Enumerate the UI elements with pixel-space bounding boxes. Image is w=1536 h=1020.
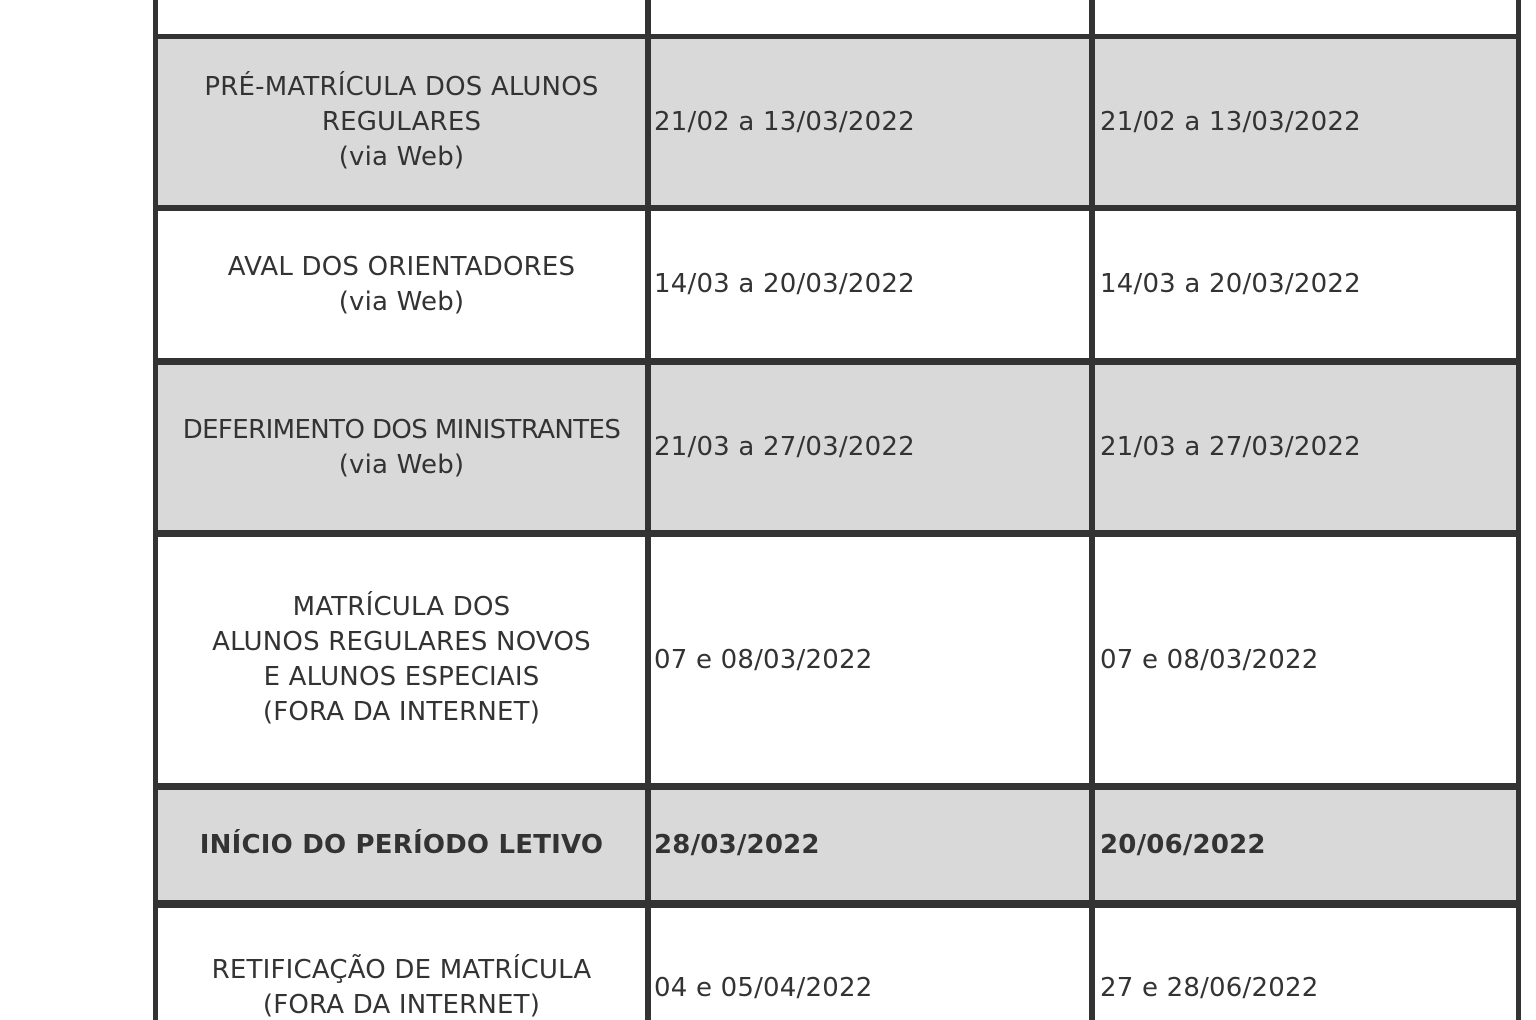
schedule-table [153,0,1521,1020]
period-1-cell [651,365,1089,530]
period-2-cell [1095,39,1516,205]
activity-line: DEFERIMENTO DOS MINISTRANTES [182,414,621,445]
period-1-text: 04 e 05/04/2022 [654,972,873,1003]
activity-label [200,828,603,863]
table-row [153,908,1521,1020]
activity-label [204,70,598,175]
activity-cell [158,211,645,358]
table-row [153,211,1521,358]
activity-line: E ALUNOS ESPECIAIS [263,662,540,692]
period-2-text: 27 e 28/06/2022 [1100,972,1319,1003]
table-row [153,39,1521,205]
activity-line: MATRÍCULA DOS [292,592,511,622]
period-2-text: 07 e 08/03/2022 [1100,644,1319,675]
activity-line: PRÉ-MATRÍCULA DOS ALUNOS [204,71,599,102]
activity-cell [158,790,645,900]
activity-line: (via Web) [338,141,465,172]
activity-line: INÍCIO DO PERÍODO LETIVO [199,829,604,860]
activity-label [212,953,592,1020]
activity-label [212,590,591,730]
activity-line: (FORA DA INTERNET) [262,697,541,727]
activity-line: (via Web) [338,286,465,317]
period-2-text: 14/03 a 20/03/2022 [1100,269,1361,299]
period-1-cell [651,211,1089,358]
activity-line: RETIFICAÇÃO DE MATRÍCULA [211,955,592,985]
period-1-text: 07 e 08/03/2022 [654,644,873,675]
period-2-cell [1095,790,1516,900]
table-row [153,537,1521,783]
period-1-cell [651,0,1089,34]
activity-cell [158,0,645,34]
activity-cell [158,908,645,1020]
period-1-cell [651,908,1089,1020]
activity-cell [158,39,645,205]
period-2-cell [1095,211,1516,358]
period-2-cell [1095,908,1516,1020]
period-2-cell [1095,537,1516,783]
activity-label [228,250,575,320]
period-2-cell [1095,0,1516,34]
period-2-cell [1095,365,1516,530]
period-2-text: 20/06/2022 [1100,829,1266,860]
period-1-cell [651,39,1089,205]
table-row [153,790,1521,900]
activity-cell [158,537,645,783]
period-1-text: 28/03/2022 [654,829,820,860]
activity-line: ALUNOS REGULARES NOVOS [212,627,591,657]
period-1-text: 14/03 a 20/03/2022 [654,269,915,299]
activity-label [183,413,621,483]
period-2-text: 21/03 a 27/03/2022 [1100,432,1361,462]
activity-cell [158,365,645,530]
period-1-text: 21/02 a 13/03/2022 [654,106,915,137]
table-row [153,365,1521,530]
activity-line: (via Web) [338,449,465,480]
period-1-cell [651,790,1089,900]
activity-line: (FORA DA INTERNET) [262,990,541,1020]
period-2-text: 21/02 a 13/03/2022 [1100,106,1361,137]
period-1-cell [651,537,1089,783]
activity-line: AVAL DOS ORIENTADORES [227,251,576,282]
activity-line: REGULARES [321,106,482,137]
period-1-text: 21/03 a 27/03/2022 [654,432,915,462]
table-row [153,0,1521,34]
